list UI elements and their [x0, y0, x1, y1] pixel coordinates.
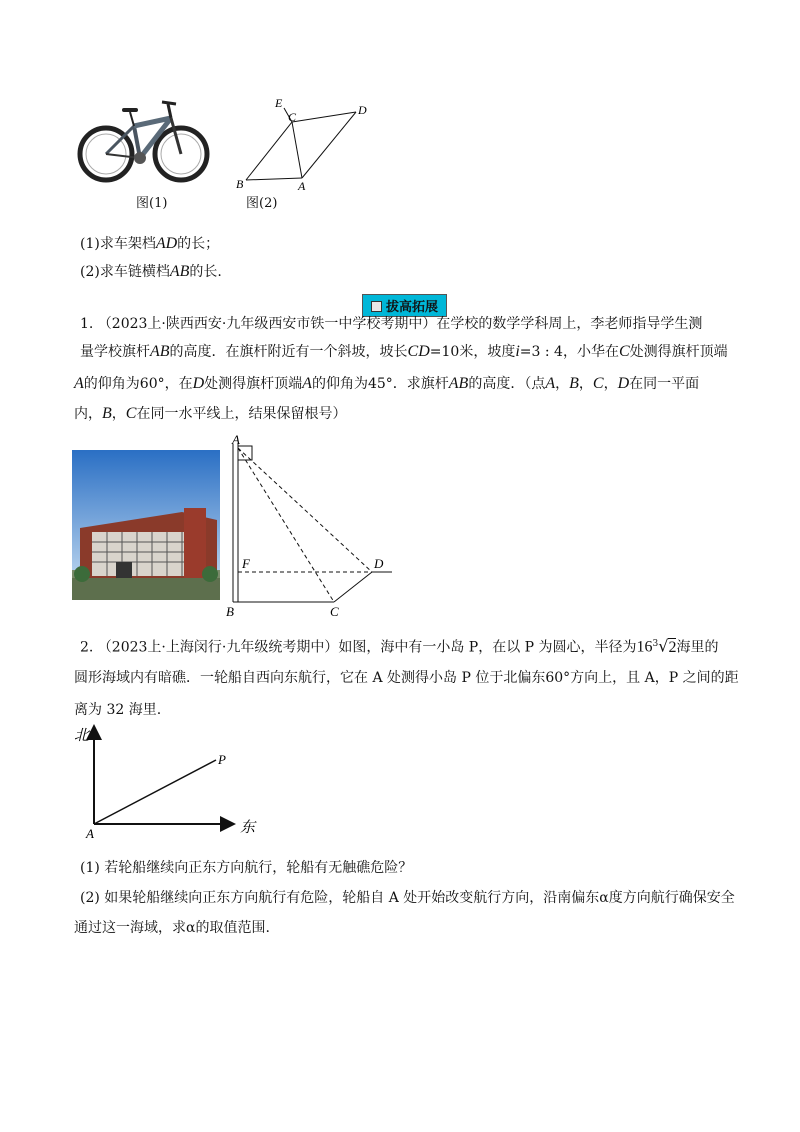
problem2-line3: 离为 32 海里. — [74, 702, 162, 718]
badge-square-icon — [371, 301, 382, 312]
top-question-2: (2)求车链横档AB的长. — [80, 263, 222, 280]
fig2-label-b: B — [236, 177, 244, 191]
point-p-label: P — [218, 752, 226, 767]
flag-label-b: B — [226, 604, 234, 618]
flag-label-a: A — [232, 434, 240, 447]
school-building-image — [72, 450, 220, 600]
problem2-line2: 圆形海域内有暗礁．一轮船自西向东航行，它在 A 处测得小岛 P 位于北偏东60°方向上，且 A，P 之间的距 — [74, 670, 739, 686]
problem2-question-1: (1) 若轮船继续向正东方向航行，轮船有无触礁危险？ — [80, 860, 413, 876]
bicycle-image — [76, 96, 212, 188]
problem2-question-2-line1: (2) 如果轮船继续向正东方向航行有危险，轮船自 A 处开始改变航行方向，沿南偏东α度方向航行确保安全 — [80, 890, 735, 906]
figure1-caption: 图(1) — [136, 196, 168, 211]
problem2-question-2-line2: 通过这一海域，求α的取值范围. — [74, 920, 270, 936]
north-label: 北 — [74, 726, 90, 744]
section-badge: 拔高拓展 — [362, 294, 447, 317]
fig2-label-a: A — [298, 179, 306, 193]
fig2-label-c: C — [288, 110, 297, 124]
problem1-line2: 量学校旗杆AB的高度．在旗杆附近有一个斜坡，坡长CD=10米，坡度i=3 : 4，小华在C处测得旗杆顶端 — [80, 343, 728, 360]
problem2-line1: 2. （2023上·上海闵行·九年级统考期中）如图，海中有一小岛 P，在以 P 为圆心，半径为$16^3√2$海里的 — [80, 636, 719, 656]
fig2-label-d: D — [358, 103, 367, 117]
figure2-diagram — [232, 94, 382, 194]
top-question-1: (1)求车架档AD的长； — [80, 235, 220, 252]
navigation-diagram — [74, 722, 264, 842]
flag-label-c: C — [330, 604, 339, 618]
problem1-line1: 1. （2023上·陕西西安·九年级西安市铁一中学校考期中）在学校的数学学科周上，李老师指导学生测 — [80, 316, 703, 332]
flag-label-d: D — [374, 556, 384, 571]
point-a-label: A — [86, 826, 94, 841]
problem1-line3: A的仰角为60°，在D处测得旗杆顶端A的仰角为45°．求旗杆AB的高度．（点A，B，C，D在同一平面 — [74, 375, 700, 392]
problem1-line4: 内，B，C在同一水平线上，结果保留根号） — [74, 405, 347, 422]
figure2-caption: 图(2) — [246, 196, 278, 211]
fig2-label-e: E — [275, 96, 283, 110]
flag-label-f: F — [242, 556, 250, 571]
east-label: 东 — [240, 818, 256, 836]
flagpole-diagram — [222, 434, 396, 618]
